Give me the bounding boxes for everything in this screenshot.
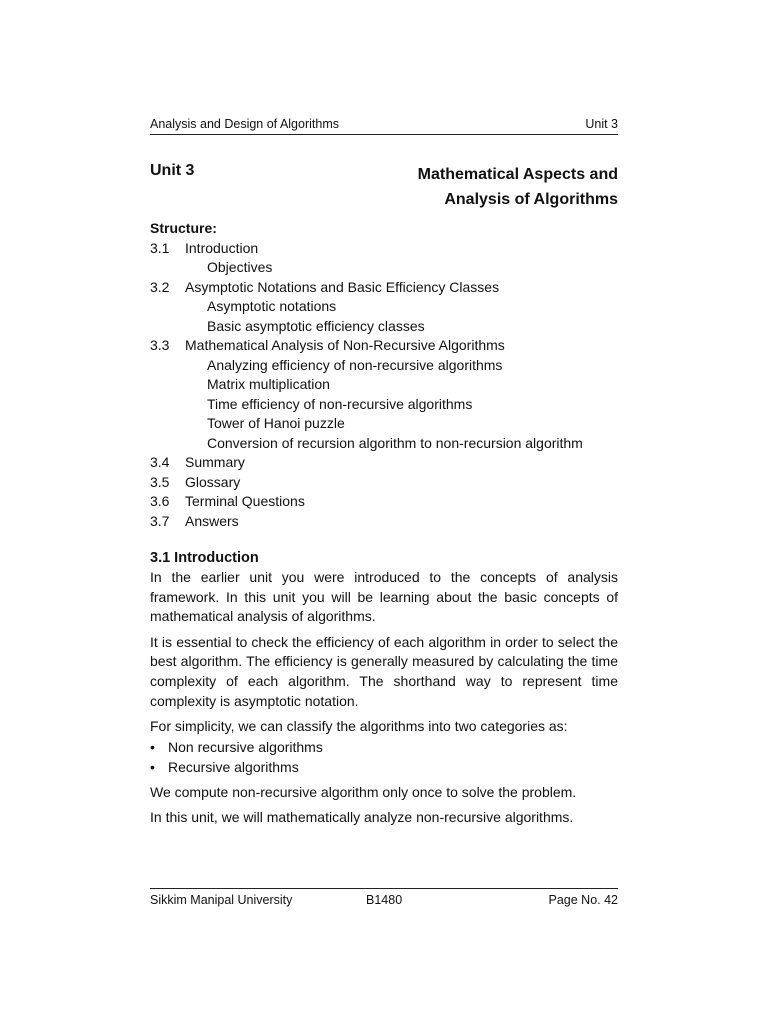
structure-heading: Structure: bbox=[150, 220, 217, 236]
intro-paragraph-5: In this unit, we will mathematically analyze non-recursive algorithms. bbox=[150, 809, 574, 826]
toc-subentry: Analyzing efficiency of non-recursive algorithms bbox=[207, 356, 503, 373]
toc-entry bbox=[150, 512, 618, 532]
toc-entry bbox=[150, 492, 618, 512]
unit-title-line-2: Analysis of Algorithms bbox=[444, 191, 618, 208]
section-heading: 3.1 Introduction bbox=[150, 550, 259, 566]
toc-subentry: Objectives bbox=[207, 259, 273, 275]
unit-title bbox=[418, 162, 618, 212]
toc-entry-label: Mathematical Analysis of Non-Recursive Algorithms bbox=[185, 337, 505, 353]
toc-entry bbox=[150, 239, 618, 259]
footer-code: B1480 bbox=[366, 893, 403, 907]
running-header bbox=[150, 116, 618, 135]
toc-entry-label: Introduction bbox=[185, 239, 259, 256]
footer-page-number: Page No. 42 bbox=[548, 893, 618, 907]
toc-entry bbox=[150, 336, 618, 356]
toc-subentry: Conversion of recursion algorithm to non-recursion algorithm bbox=[207, 434, 583, 451]
toc-entry-number: 3.1 bbox=[150, 239, 170, 256]
toc-entry bbox=[150, 473, 618, 493]
toc-entry-number: 3.5 bbox=[150, 473, 170, 490]
toc-entry-number: 3.4 bbox=[150, 454, 170, 470]
unit-number: Unit 3 bbox=[150, 162, 195, 179]
toc-entry-number: 3.6 bbox=[150, 493, 170, 509]
list-item: • Recursive algorithms bbox=[150, 757, 618, 777]
introduction-section bbox=[150, 548, 618, 828]
header-unit: Unit 3 bbox=[585, 117, 618, 131]
toc-entry-label: Terminal Questions bbox=[185, 493, 305, 509]
toc-subentry: Basic asymptotic efficiency classes bbox=[207, 317, 425, 334]
toc-entry-label: Glossary bbox=[185, 473, 241, 490]
toc-subentry: Asymptotic notations bbox=[207, 298, 337, 314]
toc-subentry: Matrix multiplication bbox=[207, 376, 330, 392]
intro-paragraph-2: It is essential to check the efficiency of each algorithm in order to select the best algorithm. The efficiency is generally measured by calculating the time complexity of each algorithm. The shorthand way to represent time complexity is asymptotic notation. bbox=[150, 633, 618, 709]
list-item: • Non recursive algorithms bbox=[150, 737, 618, 757]
toc-entry-number: 3.2 bbox=[150, 278, 170, 295]
structure-toc bbox=[150, 219, 618, 531]
toc-entry bbox=[150, 278, 618, 298]
intro-paragraph-4: We compute non-recursive algorithm only once to solve the problem. bbox=[150, 783, 577, 800]
toc-entry-label: Summary bbox=[185, 454, 245, 470]
toc-entry-label: Asymptotic Notations and Basic Efficiency Classes bbox=[185, 278, 500, 295]
toc-subentry: Time efficiency of non-recursive algorithms bbox=[207, 395, 473, 412]
toc-entry-label: Answers bbox=[185, 512, 239, 529]
toc-entry-number: 3.3 bbox=[150, 337, 170, 353]
running-footer bbox=[150, 888, 618, 907]
footer-university: Sikkim Manipal University bbox=[150, 893, 293, 907]
toc-entry-number: 3.7 bbox=[150, 512, 170, 529]
intro-paragraph-1: In the earlier unit you were introduced to the concepts of analysis framework. In this unit you will be learning about the basic concepts of mathematical analysis of algorithms. bbox=[150, 569, 618, 625]
header-book-title: Analysis and Design of Algorithms bbox=[150, 117, 339, 131]
unit-title-line-1: Mathematical Aspects and bbox=[417, 166, 618, 183]
toc-list bbox=[150, 239, 618, 532]
algorithm-categories-list bbox=[150, 737, 618, 777]
toc-entry bbox=[150, 453, 618, 473]
toc-subentry: Tower of Hanoi puzzle bbox=[207, 415, 345, 431]
intro-paragraph-3: For simplicity, we can classify the algorithms into two categories as: bbox=[150, 718, 568, 735]
